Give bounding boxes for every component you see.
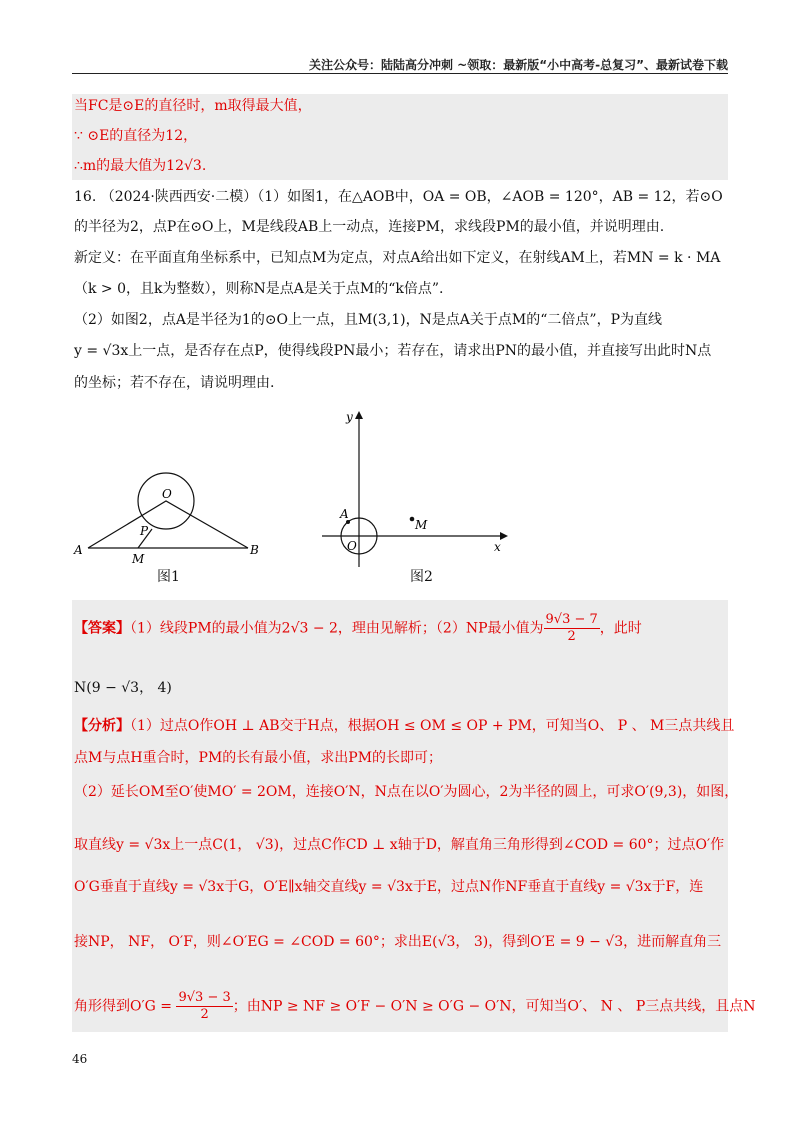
analysis-tag: 【分析】: [74, 718, 130, 734]
problem-line-5: （2）如图2，点A是半径为1的⊙O上一点，且M(3,1)，N是点A关于点M的“二倍点”，P为直线: [74, 312, 662, 328]
analysis-line-1: [74, 716, 734, 736]
label-o: O: [162, 487, 172, 501]
label-b: B: [250, 543, 259, 557]
figure-1: [70, 465, 270, 570]
problem-line-3: 新定义：在平面直角坐标系中，已知点M为定点，对点A给出如下定义，在射线AM上，若MN = k · MA: [74, 250, 721, 266]
analysis-line-7-start: 角形得到O′G =: [74, 998, 177, 1015]
analysis-line-4: 取直线y = √3x上一点C(1， √3)，过点C作CD ⊥ x轴于D，解直角三角形得到∠COD = 60°；过点O′作: [74, 837, 725, 853]
label-x: x: [494, 540, 501, 554]
prev-solution-line-3: ∴m的最大值为12√3.: [74, 158, 207, 174]
analysis-line-3: （2）延长OM至O′使MO′ = 2OM，连接O′N，N点在以O′为圆心，2为半径的圆上，可求O′(9,3)，如图，: [74, 784, 739, 800]
problem-line-2: 的半径为2，点P在⊙O上，M是线段AB上一动点，连接PM，求线段PM的最小值，并说明理由.: [74, 219, 665, 235]
triangle-sides: [88, 501, 248, 548]
figure-2: [316, 405, 516, 570]
analysis-fraction: [176, 990, 232, 1023]
point-m: [410, 517, 415, 522]
answer-tag: 【答案】: [74, 620, 130, 637]
header-divider: [72, 73, 728, 74]
analysis-line-7-end: ；由NP ≥ NF ≥ O′F − O′N ≥ O′G − O′N，可知当O′、 N 、 P三点共线，且点N: [232, 998, 756, 1015]
page-number: 46: [72, 1052, 88, 1066]
problem-line-1: 16. （2024·陕西西安·二模）（1）如图1，在△AOB中，OA = OB，∠AOB = 120°，AB = 12，若⊙O: [74, 189, 723, 205]
x-axis-arrow: [500, 532, 508, 540]
label-y: y: [346, 410, 353, 424]
answer-frac-den: 2: [567, 629, 576, 644]
analysis-line-2: 点M与点H重合时，PM的长有最小值，求出PM的长即可；: [74, 750, 443, 766]
label-m: M: [132, 552, 145, 566]
analysis-frac-den: 2: [200, 1007, 209, 1022]
answer-part1: （1）线段PM的最小值为2√3 − 2，理由见解析；（2）NP最小值为: [130, 620, 544, 637]
answer-line-1: [74, 612, 642, 645]
answer-frac-num: 9√3 − 7: [545, 612, 598, 627]
label-o: O: [347, 539, 357, 553]
prev-solution-line-1: 当FC是⊙E的直径时，m取得最大值，: [74, 98, 312, 114]
answer-block: [72, 600, 728, 1032]
y-axis-arrow: [355, 411, 363, 419]
prev-solution-line-2: ∵ ⊙E的直径为12，: [74, 128, 198, 144]
answer-fraction: [544, 612, 600, 645]
analysis-line-6: 接NP， NF， O′F，则∠O′EG = ∠COD = 60°；求出E(√3， 3)，得到O′E = 9 − √3，进而解直角三: [74, 934, 722, 950]
analysis-line-5: O′G垂直于直线y = √3x于G，O′E∥x轴交直线y = √3x于E，过点N作NF垂直于直线y = √3x于F，连: [74, 879, 704, 895]
problem-line-4: （k > 0，且k为整数），则称N是点A是关于点M的“k倍点”.: [74, 281, 444, 297]
answer-part1-end: ，此时: [599, 620, 642, 637]
figure-1-caption: 图1: [157, 569, 180, 585]
figure-2-caption: 图2: [410, 569, 433, 585]
analysis-line-1-text: （1）过点O作OH ⊥ AB交于H点，根据OH ≤ OM ≤ OP + PM，可知当O、 P 、 M三点共线且: [130, 718, 735, 734]
page-header: 关注公众号：陆陆高分冲刺 ~领取：最新版“小中高考-总复习”、最新试卷下载: [309, 58, 728, 72]
label-p: P: [140, 524, 149, 538]
analysis-frac-num: 9√3 − 3: [178, 990, 231, 1005]
label-a: A: [340, 507, 349, 521]
problem-line-7: 的坐标；若不存在，请说明理由.: [74, 375, 275, 391]
label-a: A: [74, 543, 83, 557]
analysis-line-7: [74, 990, 756, 1023]
problem-line-6: y = √3x上一点，是否存在点P，使得线段PN最小；若存在，请求出PN的最小值，并直接写出此时N点: [74, 343, 712, 359]
answer-line-2: N(9 − √3， 4): [74, 680, 172, 696]
label-m: M: [415, 518, 428, 532]
